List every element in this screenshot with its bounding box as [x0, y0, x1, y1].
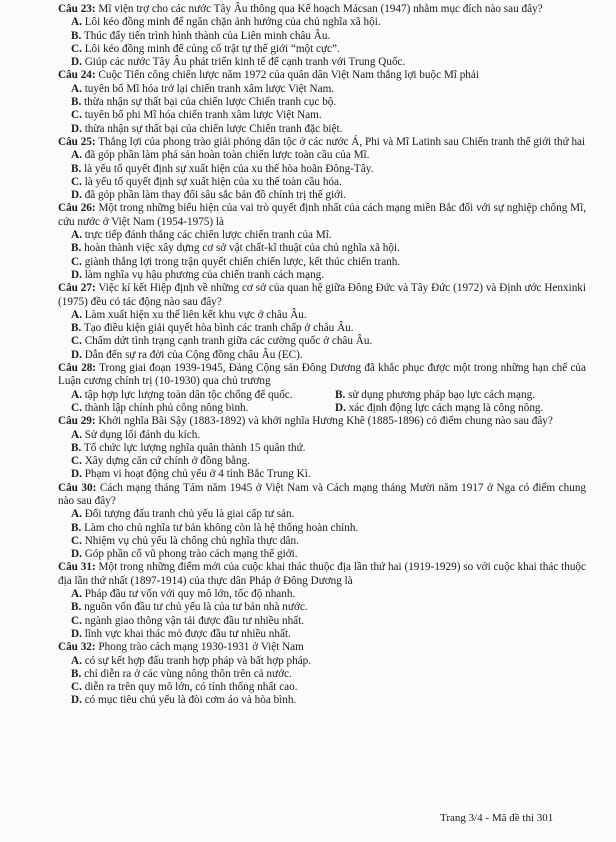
- option-text: Đối tượng đấu tranh chủ yếu là giai cấp tư sản.: [84, 508, 295, 521]
- option-letter: A.: [71, 308, 82, 321]
- option-letter: C.: [71, 401, 82, 414]
- question-text: Một trong những biểu hiện của vai trò quyết định nhất của cách mạng miền Bắc đối với sự nghiệp chống Mĩ, cứu nước ở Việt Nam (1954-1975) là: [58, 202, 587, 228]
- option-text: tập hợp lực lượng toàn dân tộc chống đế quốc.: [84, 388, 293, 401]
- option-text: Dẫn đến sự ra đời của Cộng đồng châu Âu (EC).: [84, 348, 303, 361]
- option-text: Pháp đầu tư vốn với quy mô lớn, tốc độ nhanh.: [84, 588, 296, 601]
- option-text: Lôi kéo đồng minh để củng cố trật tự thế giới “một cực”.: [84, 42, 340, 55]
- option-c: [71, 402, 335, 415]
- option-text: đã góp phần làm phá sản hoàn toàn chiến lược toàn cầu của Mĩ.: [84, 149, 370, 162]
- option-letter: C.: [71, 255, 82, 268]
- option-letter: D.: [71, 348, 82, 361]
- question-number: Câu 26:: [58, 202, 96, 215]
- option-text: thừa nhận sự thất bại của chiến lược Chiến tranh đặc biệt.: [84, 122, 343, 135]
- question-text: Phong trào cách mạng 1930-1931 ở Việt Nam: [98, 641, 304, 654]
- option-letter: D.: [71, 189, 82, 202]
- question-text: Mĩ viện trợ cho các nước Tây Âu thông qua Kế hoạch Mácsan (1947) nhằm mục đích nào sau đây?: [98, 3, 543, 15]
- option-b: [71, 242, 586, 255]
- page-footer: Trang 3/4 - Mã đề thi 301: [440, 812, 554, 824]
- option-b: [71, 96, 586, 109]
- option-d: [71, 189, 586, 202]
- option-c: [71, 335, 586, 348]
- option-b: [71, 668, 586, 681]
- option-text: Chấm dứt tình trạng cạnh tranh giữa các cường quốc ở châu Âu.: [84, 335, 373, 348]
- option-letter: B.: [71, 521, 82, 534]
- option-text: Xây dựng căn cứ chính ở đồng bằng.: [84, 455, 250, 468]
- option-text: có sự kết hợp đấu tranh hợp pháp và bất hợp pháp.: [84, 654, 312, 667]
- option-text: đã góp phần làm thay đổi sâu sắc bản đồ chính trị thế giới.: [84, 189, 346, 202]
- option-text: xác định động lực cách mạng là công nông.: [348, 401, 544, 414]
- option-text: nguồn vốn đầu tư chủ yếu là của tư bản nhà nước.: [84, 601, 308, 614]
- option-d: [71, 468, 586, 481]
- question-stem: [58, 69, 586, 82]
- question-29: [58, 415, 586, 481]
- option-c: [71, 681, 586, 694]
- option-b: [71, 601, 586, 614]
- question-number: Câu 25:: [58, 135, 96, 148]
- question-number: Câu 24:: [58, 69, 96, 82]
- option-b: [71, 30, 586, 43]
- option-letter: D.: [71, 627, 82, 640]
- question-stem: [58, 136, 586, 149]
- option-text: làm nghĩa vụ hậu phương của chiến tranh cách mạng.: [84, 268, 325, 281]
- question-text: Cách mạng tháng Tám năm 1945 ở Việt Nam và Cách mạng tháng Mười năm 1917 ở Nga có điểm chung nào sau đây?: [58, 481, 587, 507]
- question-list: [58, 3, 586, 708]
- option-letter: B.: [71, 601, 82, 614]
- question-stem: [58, 415, 586, 428]
- option-text: Thúc đẩy tiến trình hình thành của Liên minh châu Âu.: [83, 29, 331, 42]
- question-28: [58, 362, 586, 415]
- question-text: Trong giai đoạn 1939-1945, Đảng Cộng sản Đông Dương đã khắc phục được một trong những hạn chế của Luận cương chính trị (10-1930) qua chủ trương: [58, 362, 586, 388]
- option-letter: B.: [71, 162, 82, 175]
- option-text: Phạm vi hoạt động chủ yếu ở 4 tỉnh Bắc Trung Kì.: [84, 468, 311, 481]
- option-letter: A.: [71, 82, 82, 95]
- option-c: [71, 615, 586, 628]
- question-30: [58, 482, 586, 562]
- question-stem: [58, 282, 586, 309]
- question-31: [58, 561, 586, 641]
- option-letter: B.: [71, 441, 82, 454]
- option-text: Làm cho chủ nghĩa tư bản không còn là hệ thống hoàn chỉnh.: [84, 521, 359, 534]
- question-text: Cuộc Tiến công chiến lược năm 1972 của quân dân Việt Nam thắng lợi buộc Mĩ phải: [98, 69, 479, 82]
- option-c: [71, 535, 586, 548]
- question-27: [58, 282, 586, 362]
- option-a: [71, 655, 586, 668]
- option-letter: C.: [71, 42, 82, 55]
- option-text: ngành giao thông vận tải được đầu tư nhiều nhất.: [84, 614, 305, 627]
- option-text: tuyên bố phi Mĩ hóa chiến tranh xâm lược Việt Nam.: [84, 109, 322, 122]
- option-letter: C.: [71, 175, 82, 188]
- option-d: [335, 402, 543, 415]
- option-a: [71, 16, 586, 29]
- option-d: [71, 269, 586, 282]
- option-d: [71, 56, 586, 69]
- option-letter: C.: [71, 614, 82, 627]
- option-letter: A.: [71, 16, 82, 29]
- question-stem: [58, 362, 586, 389]
- option-letter: A.: [71, 588, 82, 601]
- option-letter: D.: [71, 122, 82, 135]
- option-letter: B.: [71, 96, 82, 109]
- option-text: Giúp các nước Tây Âu phát triển kinh tế để cạnh tranh với Trung Quốc.: [84, 56, 406, 69]
- question-text: Việc kí kết Hiệp định về những cơ sở của quan hệ giữa Đông Đức và Tây Đức (1972) và Định ước Henxinki (1975) đều có tác động nào sau đây?: [58, 282, 586, 308]
- question-stem: [58, 482, 586, 509]
- option-letter: C.: [71, 455, 82, 468]
- option-letter: C.: [71, 681, 82, 694]
- question-stem: [58, 3, 586, 16]
- option-text: Lôi kéo đồng minh để ngăn chặn ảnh hưởng của chủ nghĩa xã hội.: [84, 16, 381, 29]
- option-letter: D.: [71, 268, 82, 281]
- option-text: là yếu tố quyết định sự xuất hiện của xu thế toàn cầu hóa.: [84, 175, 342, 188]
- option-a: [71, 429, 586, 442]
- option-text: thành lập chính phủ công nông binh.: [84, 401, 249, 414]
- question-23: [58, 3, 586, 69]
- option-letter: B.: [71, 667, 82, 680]
- question-stem: [58, 202, 586, 229]
- question-number: Câu 32:: [58, 641, 96, 654]
- option-b: [71, 163, 586, 176]
- option-b: [335, 389, 535, 402]
- option-letter: A.: [71, 388, 82, 401]
- option-letter: D.: [71, 548, 82, 561]
- option-text: giành thắng lợi trong trận quyết chiến chiến lược, kết thúc chiến tranh.: [84, 255, 401, 268]
- option-letter: B.: [335, 388, 346, 401]
- option-text: Tạo điều kiện giải quyết hòa bình các tranh chấp ở châu Âu.: [83, 322, 354, 335]
- option-letter: A.: [71, 508, 82, 521]
- option-letter: C.: [71, 335, 82, 348]
- option-d: [71, 628, 586, 641]
- question-text: Thắng lợi của phong trào giải phóng dân tộc ở các nước Á, Phi và Mĩ Latinh sau Chiến tranh thế giới thứ hai: [98, 135, 586, 148]
- option-a: [71, 389, 335, 402]
- question-number: Câu 28:: [58, 362, 97, 375]
- option-a: [71, 508, 586, 521]
- option-d: [71, 349, 586, 362]
- option-text: hoàn thành việc xây dựng cơ sở vật chất-kĩ thuật của chủ nghĩa xã hội.: [84, 242, 400, 255]
- option-letter: A.: [71, 428, 82, 441]
- question-number: Câu 31:: [58, 561, 96, 574]
- option-text: sử dụng phương pháp bạo lực cách mạng.: [348, 388, 535, 401]
- option-text: diễn ra trên quy mô lớn, có tính thống nhất cao.: [84, 681, 298, 694]
- option-row: [71, 402, 586, 415]
- question-number: Câu 30:: [58, 481, 97, 494]
- option-text: có mục tiêu chủ yếu là đòi cơm áo và hòa bình.: [84, 694, 297, 707]
- option-b: [71, 522, 586, 535]
- option-a: [71, 149, 586, 162]
- option-a: [71, 83, 586, 96]
- option-text: tuyên bố Mĩ hóa trở lại chiến tranh xâm lược Việt Nam.: [84, 82, 335, 95]
- option-text: Nhiệm vụ chủ yếu là chống chủ nghĩa thực dân.: [84, 534, 299, 547]
- option-a: [71, 588, 586, 601]
- option-d: [71, 123, 586, 136]
- option-c: [71, 256, 586, 269]
- option-a: [71, 309, 586, 322]
- option-letter: D.: [335, 401, 346, 414]
- option-text: Góp phần cổ vũ phong trào cách mạng thế giới.: [84, 548, 298, 561]
- option-d: [71, 694, 586, 707]
- option-a: [71, 229, 586, 242]
- question-24: [58, 69, 586, 135]
- option-letter: A.: [71, 654, 82, 667]
- option-letter: A.: [71, 149, 82, 162]
- option-text: thừa nhận sự thất bại của chiến lược Chiến tranh cục bộ.: [84, 96, 337, 109]
- option-c: [71, 455, 586, 468]
- question-number: Câu 23:: [58, 3, 96, 15]
- option-letter: D.: [71, 56, 82, 69]
- question-text: Khởi nghĩa Bãi Sậy (1883-1892) và khởi nghĩa Hương Khê (1885-1896) có điểm chung nào sau đây?: [98, 415, 553, 428]
- option-c: [71, 109, 586, 122]
- question-stem: [58, 641, 586, 654]
- option-row: [71, 389, 586, 402]
- option-letter: B.: [71, 29, 82, 42]
- question-text: Một trong những điểm mới của cuộc khai thác thuộc địa lần thứ hai (1919-1929) so với cuộc khai thác thuộc địa lần thứ nhất (1897-1914) của thực dân Pháp ở Đông Dương là: [58, 561, 586, 587]
- option-text: chỉ diễn ra ở các vùng nông thôn trên cả nước.: [84, 667, 292, 680]
- option-d: [71, 548, 586, 561]
- question-32: [58, 641, 586, 707]
- option-text: lĩnh vực khai thác mỏ được đầu tư nhiều nhất.: [84, 627, 291, 640]
- option-text: Sử dụng lối đánh du kích.: [84, 428, 201, 441]
- option-letter: B.: [71, 322, 82, 335]
- question-26: [58, 202, 586, 282]
- question-number: Câu 29:: [58, 415, 96, 428]
- option-letter: D.: [71, 694, 82, 707]
- option-c: [71, 176, 586, 189]
- option-b: [71, 442, 586, 455]
- option-text: là yếu tố quyết định sự xuất hiện của xu thế hòa hoãn Đông-Tây.: [84, 162, 374, 175]
- option-b: [71, 322, 586, 335]
- question-number: Câu 27:: [58, 282, 96, 295]
- option-text: trực tiếp đánh thắng các chiến lược chiến tranh của Mĩ.: [84, 229, 332, 242]
- option-text: Tổ chức lực lượng nghĩa quân thành 15 quân thứ.: [83, 441, 306, 454]
- question-stem: [58, 561, 586, 588]
- option-letter: C.: [71, 534, 82, 547]
- option-letter: A.: [71, 229, 82, 242]
- question-25: [58, 136, 586, 202]
- option-letter: D.: [71, 468, 82, 481]
- option-c: [71, 43, 586, 56]
- option-text: Làm xuất hiện xu thế liên kết khu vực ở châu Âu.: [84, 308, 307, 321]
- option-letter: C.: [71, 109, 82, 122]
- option-letter: B.: [71, 242, 82, 255]
